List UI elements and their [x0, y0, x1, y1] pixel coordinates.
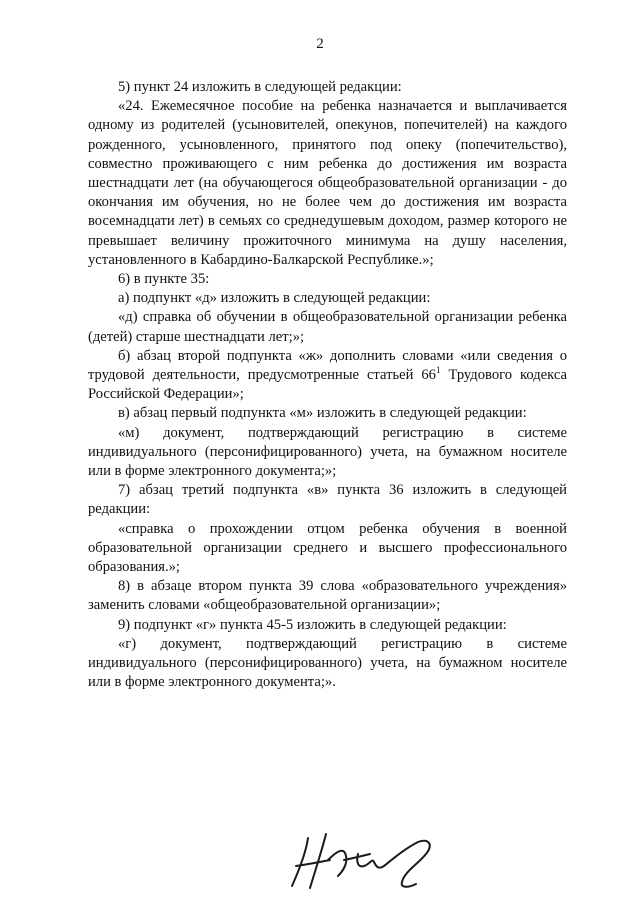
item-6a: а) подпункт «д» изложить в следующей редакции:: [118, 290, 431, 307]
item-7: 7) абзац третий подпункта «в» пункта 36 изложить в следующей редакции:: [88, 482, 567, 518]
item-6: 6) в пункте 35:: [118, 271, 210, 288]
item-6v-text: «м) документ, подтверждающий регистрацию в системе индивидуального (персонифицированного) учета, на бумажном носителе или в форме электронного документа;»;: [88, 424, 567, 480]
page-number: 2: [316, 36, 324, 52]
item-8: 8) в абзаце втором пункта 39 слова «образовательного учреждения» заменить словами «общеобразовательной организации»;: [88, 578, 567, 614]
item-7-text: «справка о прохождении отцом ребенка обучения в военной образовательной организации среднего и высшего профессионального образования.»;: [88, 520, 567, 576]
item-6v: в) абзац первый подпункта «м» изложить в следующей редакции:: [118, 405, 527, 422]
item-6b-after: Трудового кодекса Российской Федерации»;: [88, 367, 567, 403]
handwritten-signature: [286, 826, 446, 896]
item-6b: [88, 347, 567, 405]
item-5-text: «24. Ежемесячное пособие на ребенка назначается и выплачивается одному из родителей (усыновителей, опекунов, попечителей) на каждого рожденного, усыновленного, принятого под опеку (попечительство), совместно проживающего с ним ребенка до достижения им возраста шестнадцати лет (на обучающегося общеобразовательной организации - до окончания им обучения, но не более чем до достижения им возраста восемнадцати лет) в семьях со среднедушевым доходом, размер которого не превышает величину прожиточного минимума на душу населения, установленного в Кабардино-Балкарской Республике.»;: [88, 98, 567, 268]
item-6a-text: «д) справка об обучении в общеобразовательной организации ребенка (детей) старше шестнадцати лет;»;: [88, 309, 567, 345]
article-superscript: 1: [435, 365, 441, 376]
item-5: 5) пункт 24 изложить в следующей редакции:: [118, 79, 402, 95]
item-6b-before: б) абзац второй подпункта «ж» дополнить словами «или сведения о трудовой деятельности, предусмотренные статьей 66: [88, 347, 567, 384]
document-body: [88, 78, 567, 693]
item-9-text: «г) документ, подтверждающий регистрацию в системе индивидуального (персонифицированного) учета, на бумажном носителе или в форме электронного документа;».: [88, 635, 567, 691]
item-9: 9) подпункт «г» пункта 45-5 изложить в следующей редакции:: [118, 616, 507, 633]
